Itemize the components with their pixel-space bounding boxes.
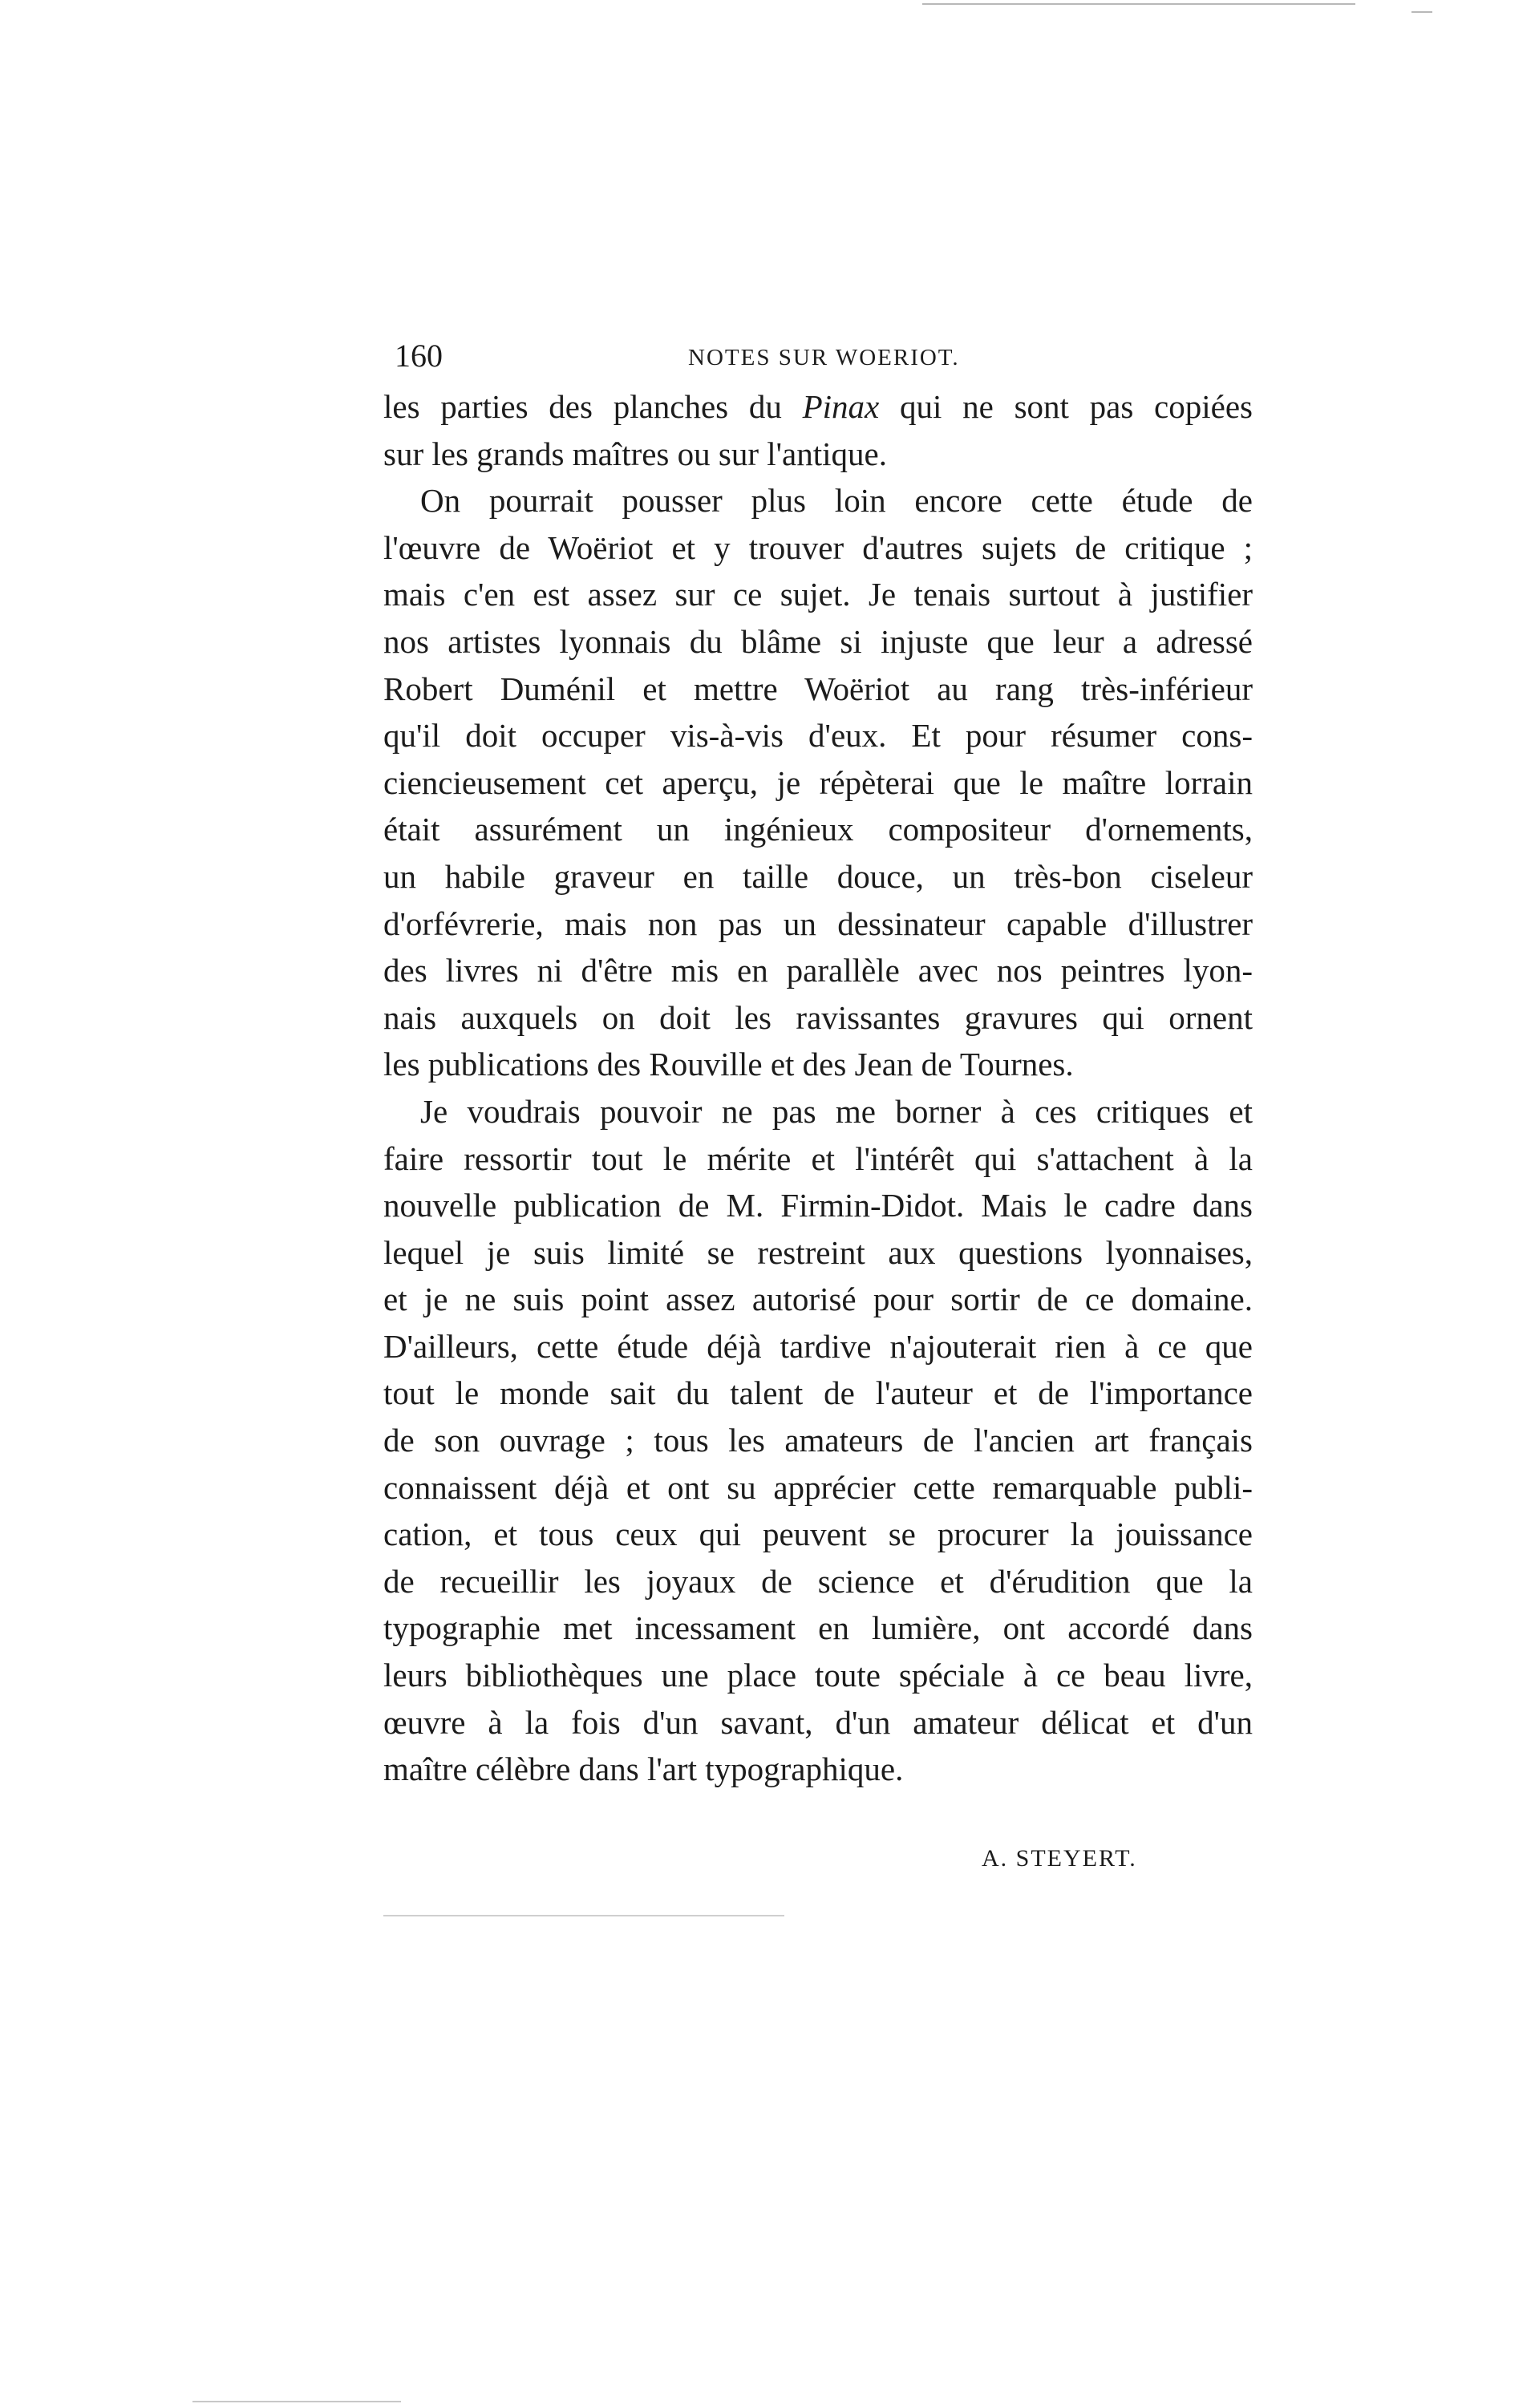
text-line: D'ailleurs, cette étude déjà tardive n'ajouterait rien à ce que [383, 1327, 1253, 1365]
text-line: On pourrait pousser plus loin encore cette étude de [420, 482, 1253, 520]
text-segment: qui ne sont pas copiées [879, 388, 1253, 425]
text-line: maître célèbre dans l'art typographique. [383, 1750, 904, 1788]
page-number: 160 [395, 338, 443, 374]
text-line: Je voudrais pouvoir ne pas me borner à ces critiques et [420, 1092, 1253, 1130]
text-line: qu'il doit occuper vis-à-vis d'eux. Et pour résumer cons- [383, 717, 1253, 755]
text-line: de recueillir les joyaux de science et d'érudition que la [383, 1562, 1253, 1600]
body-text [383, 383, 1253, 1793]
scan-mark-below-signature [383, 1915, 784, 1916]
text-line: de son ouvrage ; tous les amateurs de l'ancien art français [383, 1422, 1253, 1459]
text-line: d'orfévrerie, mais non pas un dessinateur capable d'illustrer [383, 905, 1253, 942]
text-line: l'œuvre de Woëriot et y trouver d'autres sujets de critique ; [383, 528, 1253, 566]
text-line: typographie met incessament en lumière, ont accordé dans [383, 1609, 1253, 1647]
running-title: NOTES SUR WOERIOT. [688, 345, 960, 370]
text-line: et je ne suis point assez autorisé pour sortir de ce domaine. [383, 1281, 1253, 1318]
text-line: ciencieusement cet aperçu, je répèterai que le maître lorrain [383, 763, 1253, 801]
text-line: tout le monde sait du talent de l'auteur et de l'importance [383, 1374, 1253, 1412]
scan-mark-top [922, 3, 1355, 5]
italic-title: Pinax [802, 388, 880, 425]
text-line: connaissent déjà et ont su apprécier cette remarquable publi- [383, 1468, 1253, 1506]
text-line [383, 383, 1253, 431]
text-line: les publications des Rouville et des Jean de Tournes. [383, 1046, 1074, 1083]
text-line: lequel je suis limité se restreint aux questions lyonnaises, [383, 1233, 1253, 1271]
text-line: des livres ni d'être mis en parallèle avec nos peintres lyon- [383, 952, 1253, 990]
scan-mark-bottom [192, 2401, 401, 2402]
text-line: un habile graveur en taille douce, un très-bon ciseleur [383, 857, 1253, 895]
text-segment: les parties des planches du [383, 388, 803, 425]
text-line: cation, et tous ceux qui peuvent se procurer la jouissance [383, 1516, 1253, 1553]
text-line: œuvre à la fois d'un savant, d'un amateur délicat et d'un [383, 1703, 1253, 1741]
scan-mark-top-right [1411, 11, 1432, 13]
text-line: était assurément un ingénieux compositeur d'ornements, [383, 811, 1253, 848]
author-signature: A. STEYERT. [982, 1845, 1137, 1872]
text-line: nos artistes lyonnais du blâme si injuste que leur a adressé [383, 622, 1253, 660]
text-line: Robert Duménil et mettre Woëriot au rang très-inférieur [383, 670, 1253, 707]
page-header [383, 332, 1253, 380]
text-line: leurs bibliothèques une place toute spéciale à ce beau livre, [383, 1657, 1253, 1694]
text-line: nouvelle publication de M. Firmin-Didot. Mais le cadre dans [383, 1187, 1253, 1224]
text-line: mais c'en est assez sur ce sujet. Je tenais surtout à justifier [383, 576, 1253, 613]
text-line: nais auxquels on doit les ravissantes gravures qui ornent [383, 998, 1253, 1036]
text-line: faire ressortir tout le mérite et l'intérêt qui s'attachent à la [383, 1139, 1253, 1177]
text-line: sur les grands maîtres ou sur l'antique. [383, 435, 887, 472]
